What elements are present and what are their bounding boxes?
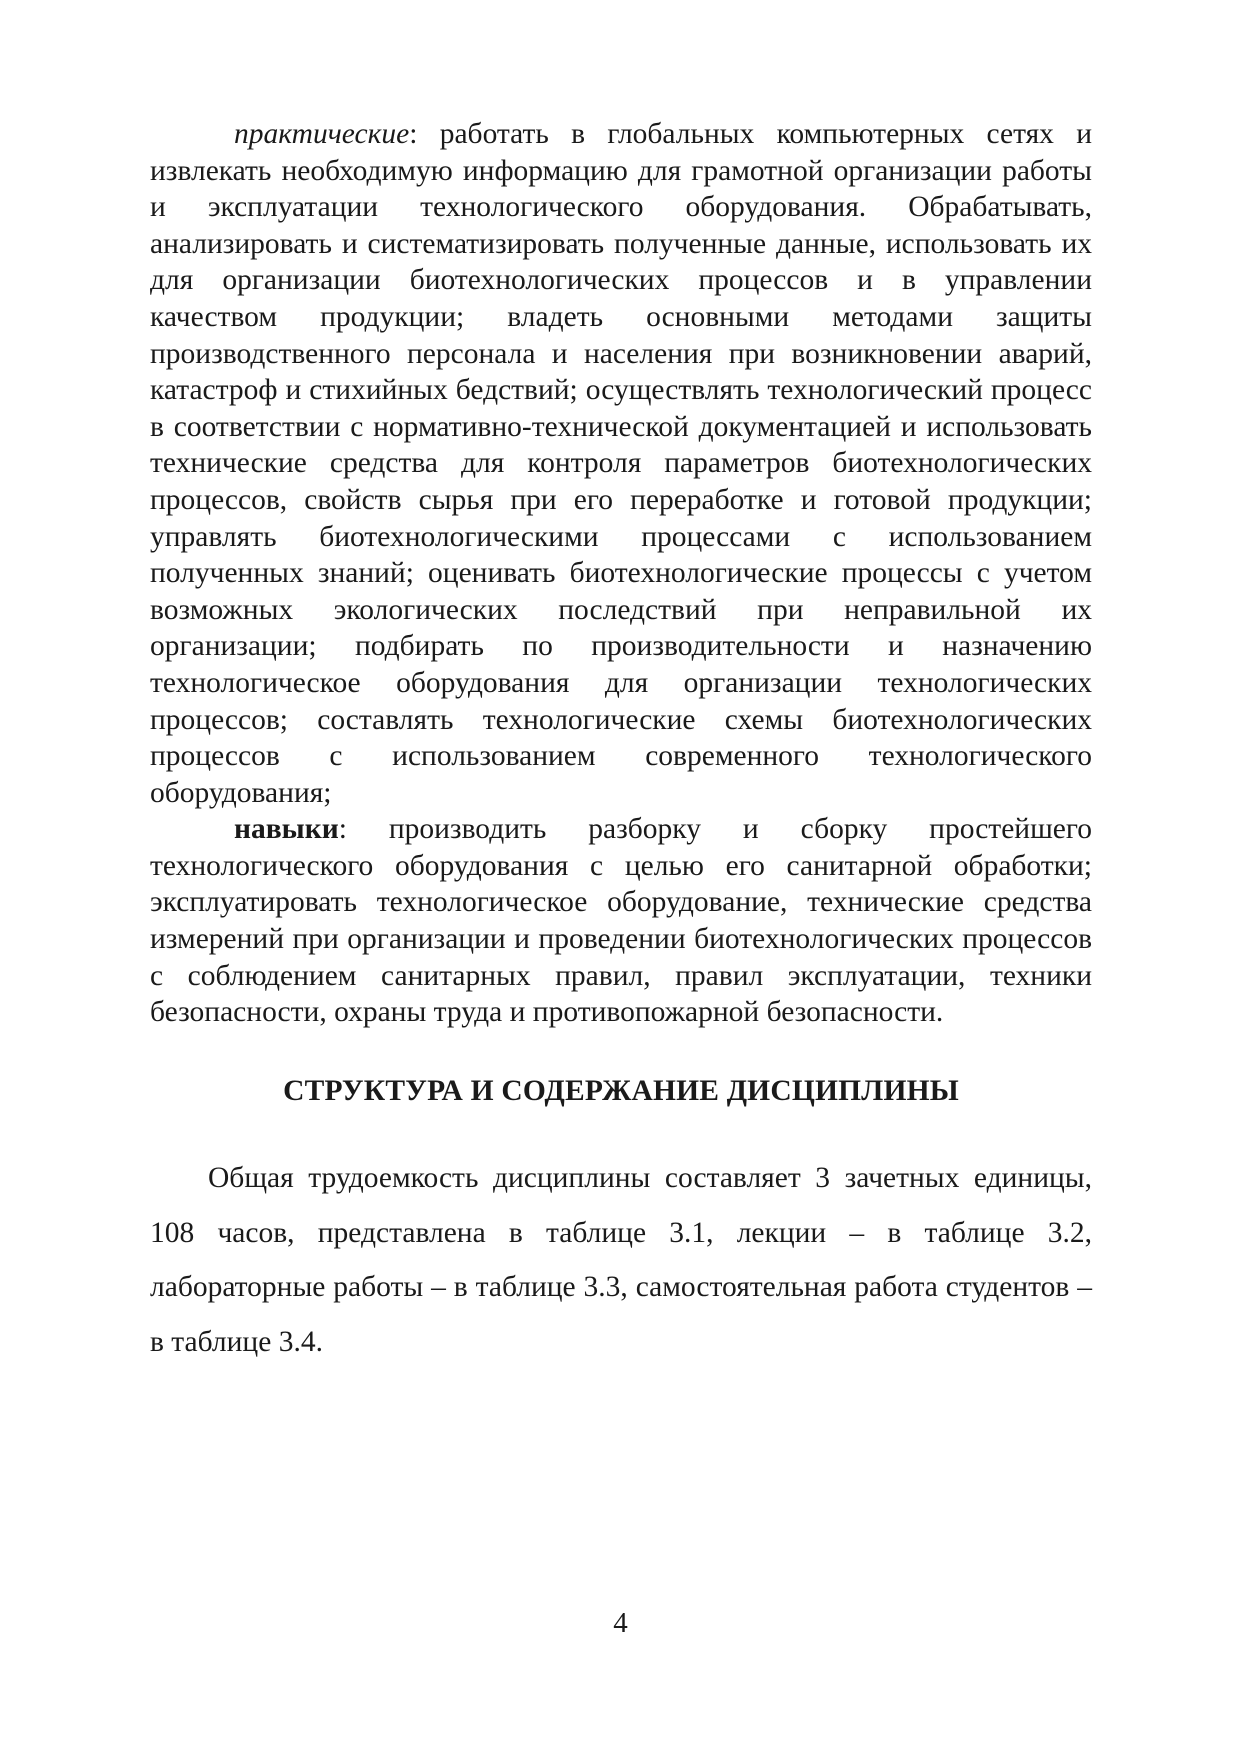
skills-paragraph — [150, 811, 1092, 1031]
practical-skills-paragraph — [150, 116, 1092, 811]
section-intro-paragraph: Общая трудоемкость дисциплины составляет 3 зачетных единицы, 108 часов, представлена в таблице 3.1, лекции – в таблице 3.2, лабораторные работы – в таблице 3.3, самостоятельная работа студентов – в таблице 3.4. — [150, 1162, 1092, 1359]
skills-text: : производить разборку и сборку простейшего технологического оборудования с целью его санитарной обработки; эксплуатировать технологическое оборудование, технические средства измерений при организации и проведении биотехнологических процессов с соблюдением санитарных правил, правил эксплуатации, техники безопасности, охраны труда и противопожарной безопасности. — [150, 813, 1092, 1029]
section-intro-block — [150, 1151, 1092, 1370]
practical-text: : работать в глобальных компьютерных сетях и извлекать необходимую информацию для грамотной организации работы и эксплуатации технологического оборудования. Обрабатывать, анализировать и систематизировать полученные данные, использовать их для организации биотехнологических процессов и в управлении качеством продукции; владеть основными методами защиты производственного персонала и населения при возникновении аварий, катастроф и стихийных бедствий; осуществлять технологический процесс в соответствии с нормативно-технической документацией и использовать технические средства для контроля параметров биотехнологических процессов, свойств сырья при его переработке и готовой продукции; управлять биотехнологическими процессами с использованием полученных знаний; оценивать биотехнологические процессы с учетом возможных экологических последствий при неправильной их организации; подбирать по производительности и назначению технологическое оборудования для организации технологических процессов; составлять технологические схемы биотехнологических процессов с использованием современного технологического оборудования; — [150, 118, 1092, 809]
practical-term: практические — [234, 118, 410, 150]
competencies-block — [150, 116, 1092, 1031]
page-number: 4 — [613, 1607, 628, 1639]
skills-term: навыки — [234, 813, 339, 846]
section-heading: СТРУКТУРА И СОДЕРЖАНИЕ ДИСЦИПЛИНЫ — [283, 1075, 959, 1107]
